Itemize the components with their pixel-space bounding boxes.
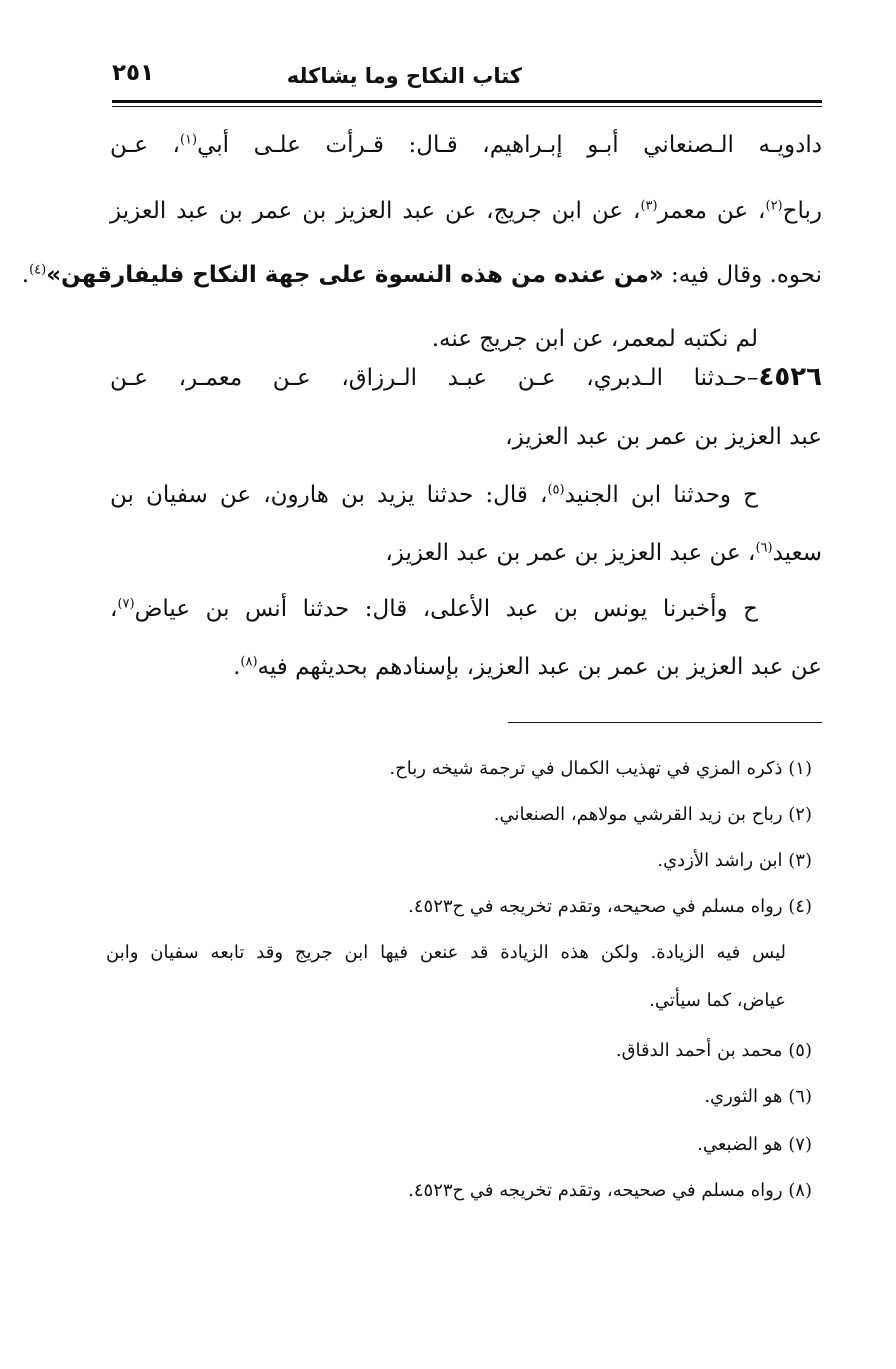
footnote-ref-2: (٢) — [765, 198, 783, 214]
running-title: كتاب النكاح وما يشاكله — [286, 64, 522, 88]
hadith-quote: «من عنده من هذه النسوة على جهة النكاح فليفارقهن» — [46, 262, 664, 288]
text-segment: . — [233, 654, 241, 680]
text-segment: ، عن ابن جريج، عن عبد العزيز بن عمر بن عبد العزيز — [110, 198, 641, 224]
footnote-7: (٧) هو الضبعي. — [697, 1134, 812, 1155]
footnote-ref-8: (٨) — [240, 654, 258, 670]
footnote-4-continuation-end: عياض، كما سيأتي. — [649, 990, 786, 1011]
text-line-7 — [110, 474, 822, 516]
text-segment: ح وأخبرنا يونس بن عبد الأعلى، قال: حدثنا أنس بن عياض — [134, 596, 758, 622]
text-line-6 — [110, 416, 822, 458]
page-number: ٢٥١ — [112, 60, 155, 86]
footnote-2: (٢) رباح بن زيد القرشي مولاهم، الصنعاني. — [493, 804, 812, 825]
text-segment: ، عـن — [110, 132, 180, 158]
header-rule-thick — [112, 100, 822, 103]
text-line-10 — [110, 646, 822, 688]
text-line-4 — [110, 318, 822, 360]
text-line-8 — [110, 532, 822, 574]
text-line-9 — [110, 588, 822, 630]
footnote-1: (١) ذكره المزي في تهذيب الكمال في ترجمة شيخه رباح. — [389, 758, 812, 779]
text-segment: ، عن عبد العزيز بن عمر بن عبد العزيز، — [385, 540, 756, 566]
text-line-3 — [21, 254, 822, 296]
footnote-4-continuation: ليس فيه الزيادة. ولكن هذه الزيادة قد عنعن فيها ابن جريج وقد تابعه سفيان وابن — [106, 942, 786, 963]
footnote-ref-7: (٧) — [117, 596, 135, 612]
text-segment: ح وحدثنا ابن الجنيد — [564, 482, 758, 508]
text-segment: دادويـه الـصنعاني أبـو إبـراهيم، قـال: قـرأت علـى أبي — [197, 132, 822, 158]
footnote-ref-6: (٦) — [755, 540, 773, 556]
text-segment: ، — [110, 596, 118, 622]
footnote-ref-5: (٥) — [547, 482, 565, 498]
page-header — [112, 58, 822, 98]
text-segment: عن عبد العزيز بن عمر بن عبد العزيز، بإسنادهم بحديثهم فيه — [257, 654, 822, 680]
footnote-8: (٨) رواه مسلم في صحيحه، وتقدم تخريجه في ح٤٥٢٣. — [408, 1180, 812, 1201]
footnote-5: (٥) محمد بن أحمد الدقاق. — [615, 1040, 812, 1061]
text-segment: ، عن معمر — [657, 198, 766, 224]
text-segment: ، قال: حدثنا يزيد بن هارون، عن سفيان بن — [110, 482, 548, 508]
text-segment: –حـدثنا الـدبري، عـن عبـد الـرزاق، عـن معمـر، عـن — [110, 365, 759, 391]
text-segment: . — [21, 262, 30, 288]
footnote-3: (٣) ابن راشد الأزدي. — [657, 850, 812, 871]
header-rule-thin — [112, 106, 822, 107]
text-segment: لم نكتبه لمعمر، عن ابن جريج عنه. — [431, 326, 758, 352]
footnote-ref-1: (١) — [179, 132, 198, 148]
footnote-6: (٦) هو الثوري. — [704, 1086, 812, 1107]
text-line-5 — [110, 356, 822, 398]
text-line-1 — [110, 124, 822, 166]
text-line-2 — [110, 190, 822, 232]
footnote-ref-4: (٤) — [29, 262, 47, 278]
footnote-separator — [508, 722, 822, 723]
text-segment: عبد العزيز بن عمر بن عبد العزيز، — [505, 424, 822, 450]
text-segment: نحوه. وقال فيه: — [663, 262, 822, 288]
text-segment: رباح — [782, 198, 822, 224]
text-segment: سعيد — [772, 540, 822, 566]
footnote-4: (٤) رواه مسلم في صحيحه، وتقدم تخريجه في ح٤٥٢٣. — [408, 896, 812, 917]
hadith-number: ٤٥٢٦ — [758, 362, 822, 392]
footnote-ref-3: (٣) — [640, 198, 658, 214]
